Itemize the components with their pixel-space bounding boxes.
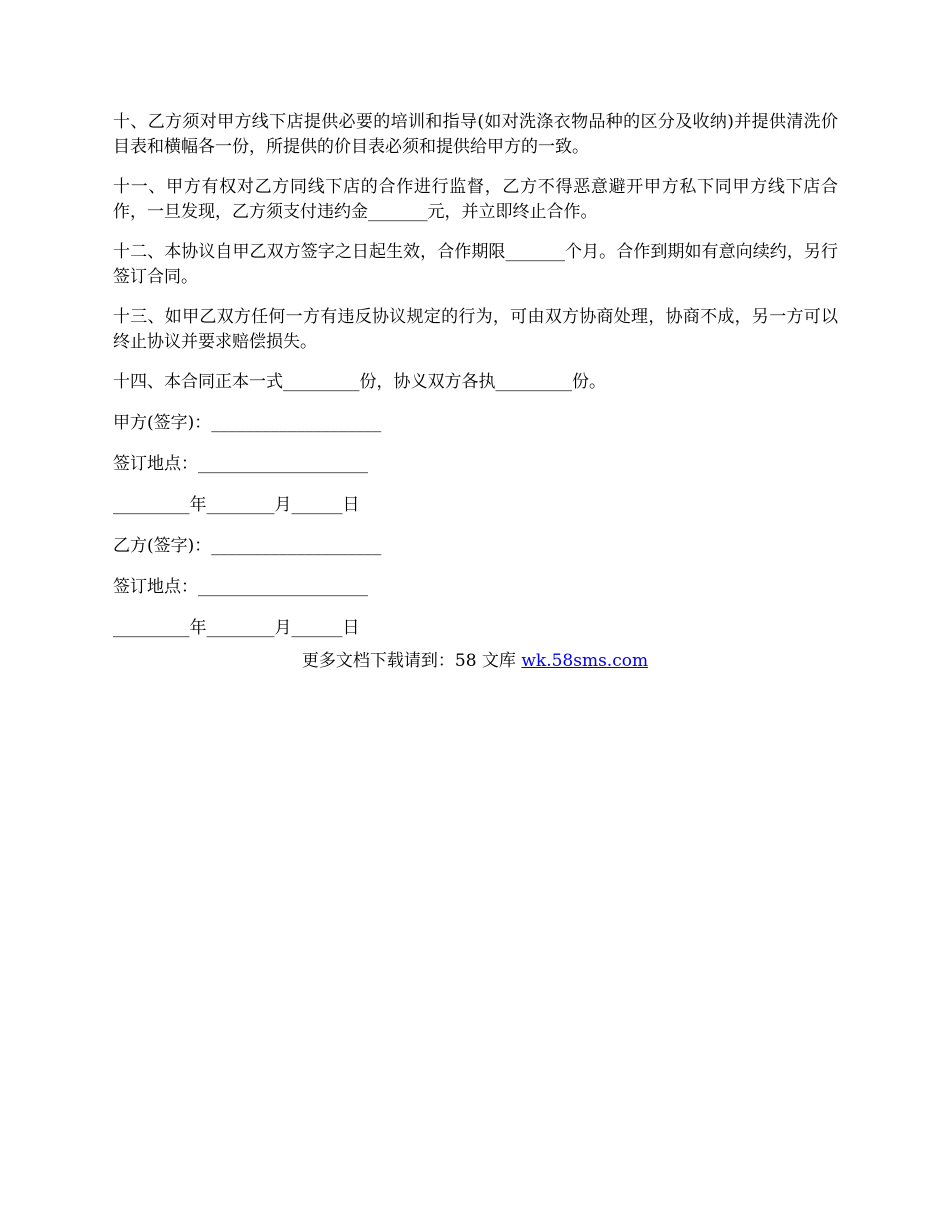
footer-link[interactable]: wk.58sms.com xyxy=(521,651,649,671)
clause-14: 十四、本合同正本一式_________份，协义双方各执_________份。 xyxy=(113,372,606,392)
party-b-signature: 乙方(签字)：____________________ xyxy=(113,536,382,556)
clause-10: 十、乙方须对甲方线下店提供必要的培训和指导(如对洗涤衣物品种的区分及收纳)并提供清洗价目表和横幅各一份，所提供的价目表必须和提供给甲方的一致。 xyxy=(113,112,838,157)
party-b-place: 签订地点：____________________ xyxy=(113,577,368,597)
party-a-place: 签订地点：____________________ xyxy=(113,454,368,474)
clause-11: 十一、甲方有权对乙方同线下店的合作进行监督，乙方不得恶意避开甲方私下同甲方线下店合作，一旦发现，乙方须支付违约金_______元，并立即终止合作。 xyxy=(113,177,838,222)
footer-text: 更多文档下载请到：58 文库 xyxy=(301,651,522,671)
party-a-date: _________年________月______日 xyxy=(113,495,360,515)
document-body xyxy=(113,110,838,657)
party-b-date: _________年________月______日 xyxy=(113,618,360,638)
clause-12: 十二、本协议自甲乙双方签字之日起生效，合作期限_______个月。合作到期如有意向续约，另行签订合同。 xyxy=(113,242,838,287)
party-a-signature: 甲方(签字)：____________________ xyxy=(113,413,382,433)
footer xyxy=(0,649,950,674)
clause-13: 十三、如甲乙双方任何一方有违反协议规定的行为，可由双方协商处理，协商不成，另一方可以终止协议并要求赔偿损失。 xyxy=(113,307,838,352)
